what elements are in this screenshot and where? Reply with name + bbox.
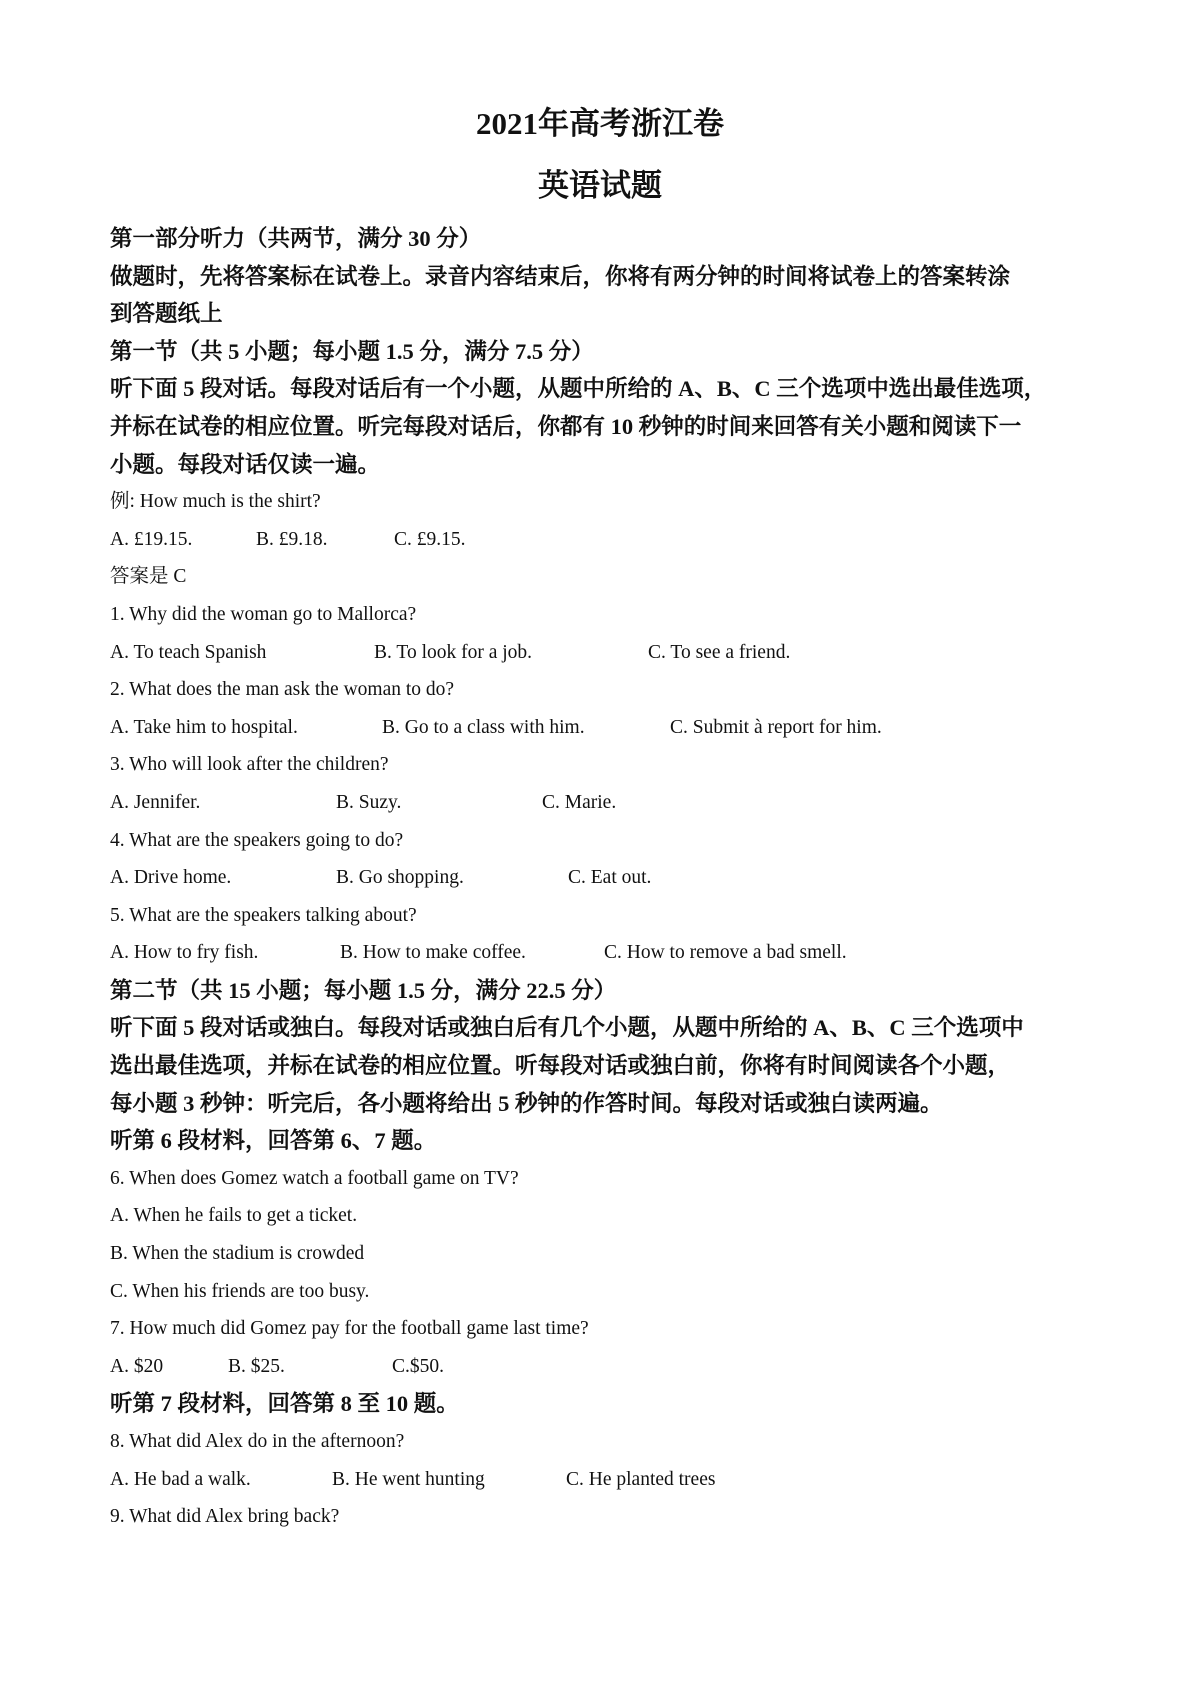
- material-7-heading: 听第 7 段材料，回答第 8 至 10 题。: [110, 1391, 459, 1417]
- section2-instruction-line: 每小题 3 秒钟：听完后，各小题将给出 5 秒钟的作答时间。每段对话或独白读两遍。: [110, 1090, 943, 1116]
- option-a: A. Jennifer.: [110, 791, 201, 813]
- example-options: [110, 521, 1100, 559]
- question-1: 1. Why did the woman go to Mallorca?: [110, 603, 417, 625]
- section1-instruction-line: 并标在试卷的相应位置。听完每段对话后，你都有 10 秒钟的时间来回答有关小题和阅读下一: [110, 413, 1022, 439]
- option-c: C. £9.15.: [394, 528, 466, 550]
- section2-instruction-line: 选出最佳选项，并标在试卷的相应位置。听每段对话或独白前，你将有时间阅读各个小题，: [110, 1053, 1011, 1079]
- section2-heading: 第二节（共 15 小题；每小题 1.5 分，满分 22.5 分）: [110, 977, 617, 1003]
- example-answer: 答案是 C: [110, 566, 187, 588]
- question-6: 6. When does Gomez watch a football game on TV?: [110, 1167, 519, 1189]
- option-c: C. Submit à report for him.: [670, 716, 882, 738]
- option-b: B. £9.18.: [256, 528, 328, 550]
- question-5: 5. What are the speakers talking about?: [110, 904, 417, 926]
- option-a: A. $20: [110, 1355, 164, 1377]
- question-8-options: [110, 1461, 1100, 1499]
- example-question: 例: How much is the shirt?: [110, 491, 321, 513]
- question-1-options: [110, 634, 1100, 672]
- option-b: B. Go shopping.: [336, 867, 464, 889]
- option-b: B. To look for a job.: [374, 641, 533, 663]
- part1-instruction-line: 做题时，先将答案标在试卷上。录音内容结束后，你将有两分钟的时间将试卷上的答案转涂: [110, 263, 1011, 289]
- question-7: 7. How much did Gomez pay for the football game last time?: [110, 1318, 589, 1340]
- option-c: C. Marie.: [542, 791, 617, 813]
- part1-heading: 第一部分听力（共两节，满分 30 分）: [110, 226, 482, 251]
- exam-body: [110, 220, 1100, 1536]
- option-a: A. Take him to hospital.: [110, 716, 298, 738]
- exam-subtitle: 英语试题: [538, 168, 662, 203]
- option-a: A. How to fry fish.: [110, 942, 259, 964]
- option-a: A. He bad a walk.: [110, 1468, 251, 1490]
- option-b: B. Go to a class with him.: [382, 716, 585, 738]
- question-8: 8. What did Alex do in the afternoon?: [110, 1431, 405, 1452]
- option-c: C. To see a friend.: [648, 641, 791, 663]
- option-c: C.$50.: [392, 1355, 445, 1377]
- section2-instruction-line: 听下面 5 段对话或独白。每段对话或独白后有几个小题，从题中所给的 A、B、C 三个选项中: [110, 1015, 1024, 1041]
- question-3: 3. Who will look after the children?: [110, 754, 389, 776]
- section1-instruction-line: 听下面 5 段对话。每段对话后有一个小题，从题中所给的 A、B、C 三个选项中选出最佳选项，: [110, 376, 1047, 402]
- option-c: C. Eat out.: [568, 867, 652, 889]
- question-7-options: [110, 1348, 1100, 1386]
- section1-instruction-line: 小题。每段对话仅读一遍。: [110, 451, 381, 477]
- option-c: C. He planted trees: [566, 1468, 716, 1490]
- question-2: 2. What does the man ask the woman to do?: [110, 679, 455, 701]
- question-5-options: [110, 934, 1100, 972]
- option-a: A. To teach Spanish: [110, 641, 267, 663]
- option-b: B. Suzy.: [336, 791, 402, 813]
- section1-heading: 第一节（共 5 小题；每小题 1.5 分，满分 7.5 分）: [110, 338, 594, 364]
- question-2-options: [110, 709, 1100, 747]
- option-a: A. £19.15.: [110, 528, 193, 550]
- question-9: 9. What did Alex bring back?: [110, 1506, 340, 1528]
- option-b: B. When the stadium is crowded: [110, 1243, 365, 1265]
- material-6-heading: 听第 6 段材料，回答第 6、7 题。: [110, 1128, 437, 1154]
- option-a: A. When he fails to get a ticket.: [110, 1205, 358, 1227]
- part1-instruction-line: 到答题纸上: [110, 301, 223, 327]
- option-c: C. How to remove a bad smell.: [604, 942, 847, 964]
- option-c: C. When his friends are too busy.: [110, 1280, 370, 1302]
- exam-title: 2021年高考浙江卷: [476, 106, 724, 141]
- option-b: B. $25.: [228, 1355, 285, 1377]
- question-3-options: [110, 784, 1100, 822]
- option-b: B. How to make coffee.: [340, 942, 526, 964]
- question-4: 4. What are the speakers going to do?: [110, 829, 404, 851]
- option-b: B. He went hunting: [332, 1468, 485, 1490]
- option-a: A. Drive home.: [110, 867, 232, 889]
- question-4-options: [110, 859, 1100, 897]
